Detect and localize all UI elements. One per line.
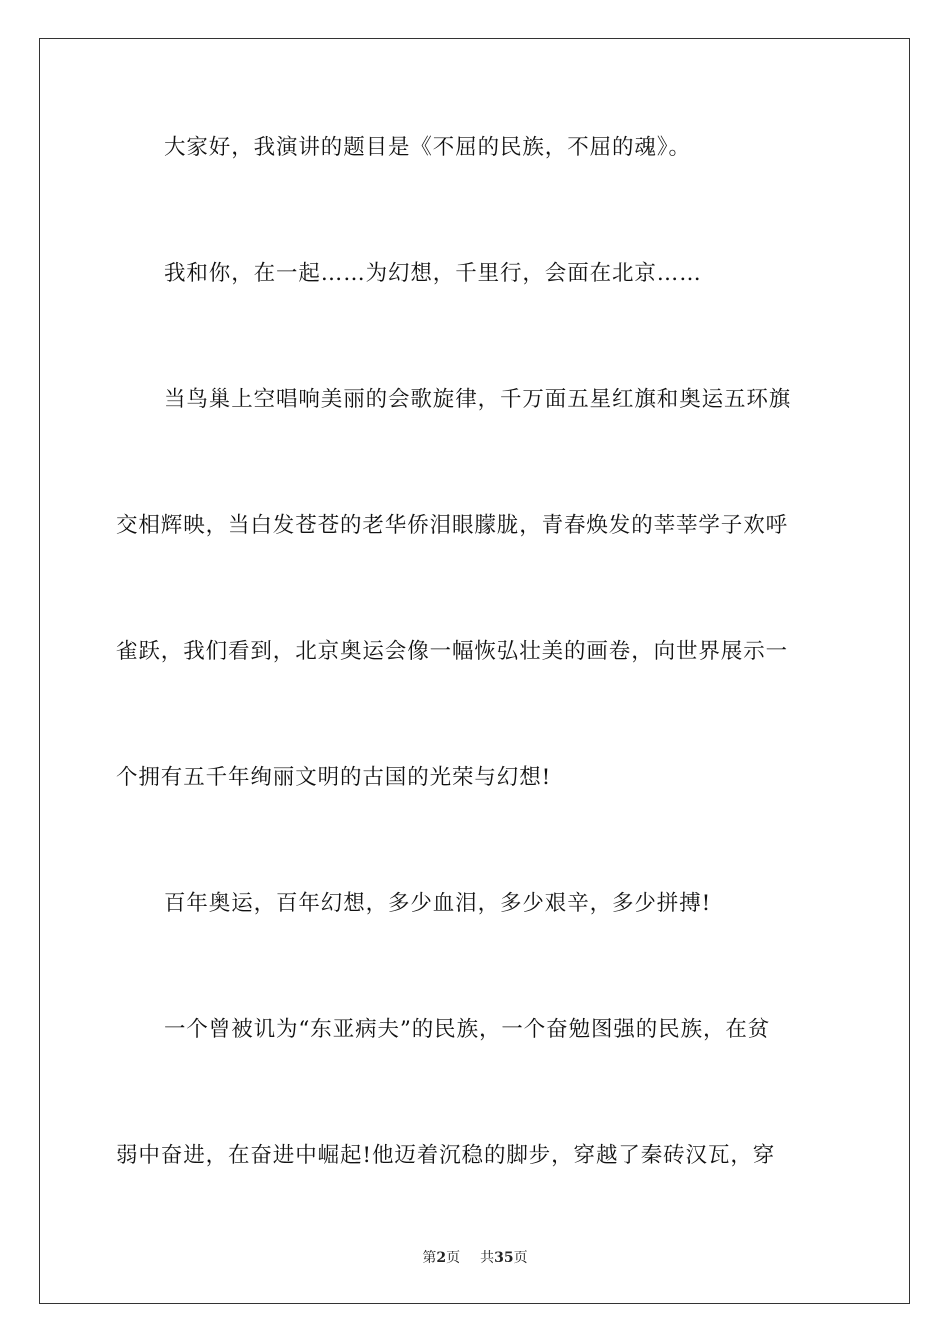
text-line-4: 交相辉映，当白发苍苍的老华侨泪眼朦胧，青春焕发的莘莘学子欢呼 — [116, 513, 789, 538]
page-prefix: 第 — [422, 1250, 437, 1266]
total-pages: 35 — [494, 1250, 514, 1266]
text-line-9: 弱中奋进，在奋进中崛起!他迈着沉稳的脚步，穿越了秦砖汉瓦，穿 — [116, 1143, 776, 1168]
text-line-1: 大家好，我演讲的题目是《不屈的民族，不屈的魂》。 — [164, 135, 691, 160]
text-line-3: 当鸟巢上空唱响美丽的会歌旋律，千万面五星红旗和奥运五环旗 — [164, 387, 792, 412]
page-number: 2 — [436, 1250, 447, 1266]
text-line-5: 雀跃，我们看到，北京奥运会像一幅恢弘壮美的画卷，向世界展示一 — [116, 639, 789, 664]
page-suffix: 页 — [446, 1250, 461, 1266]
text-line-7: 百年奥运，百年幻想，多少血泪，多少艰辛，多少拼搏! — [164, 891, 712, 916]
text-line-6: 个拥有五千年绚丽文明的古国的光荣与幻想! — [116, 765, 552, 790]
text-line-8: 一个曾被讥为“东亚病夫”的民族，一个奋勉图强的民族，在贫 — [164, 1017, 771, 1042]
text-line-2: 我和你，在一起……为幻想，千里行，会面在北京…… — [164, 261, 702, 286]
page-footer — [0, 1247, 950, 1267]
total-suffix: 页 — [513, 1250, 528, 1266]
document-body — [116, 128, 834, 1262]
total-prefix: 共 — [480, 1250, 495, 1266]
